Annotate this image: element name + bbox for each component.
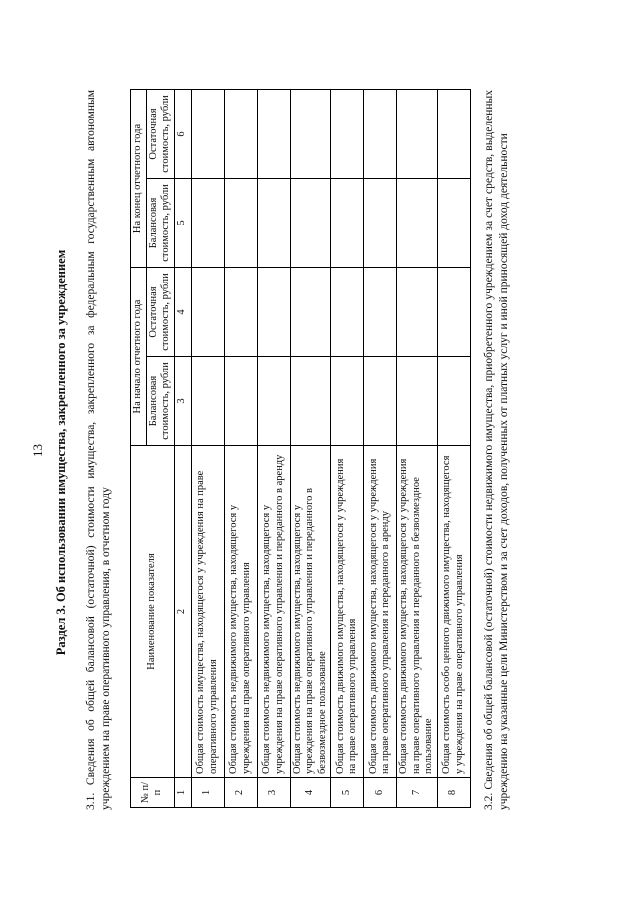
- value-cell: [290, 267, 331, 356]
- indicator-name: Общая стоимость движимого имущества, находящегося у учреждения на праве оперативного управления: [331, 446, 364, 778]
- value-cell: [224, 357, 257, 446]
- value-cell: [397, 178, 438, 267]
- column-index: 2: [174, 446, 191, 778]
- value-cell: [331, 267, 364, 356]
- value-cell: [290, 89, 331, 178]
- table-row: [364, 89, 397, 807]
- table-row: [290, 89, 331, 807]
- table-row: [191, 89, 224, 807]
- value-cell: [224, 178, 257, 267]
- table-row: [257, 89, 290, 807]
- column-index-row: [174, 89, 191, 807]
- indicator-name: Общая стоимость недвижимого имущества, находящегося у учреждения на праве оперативного управления и переданного в безвозмездное пользование: [290, 446, 331, 778]
- value-cell: [364, 357, 397, 446]
- table-header-row: [131, 89, 147, 807]
- column-index: 4: [174, 267, 191, 356]
- indicator-name: Общая стоимость особо ценного движимого имущества, находящегося у учреждения на праве оперативного управления: [437, 446, 470, 778]
- header-name: Наименование показателя: [131, 446, 175, 778]
- row-number: 5: [331, 778, 364, 808]
- header-end-residual: Остаточная стоимость, рубли: [146, 89, 174, 178]
- value-cell: [331, 89, 364, 178]
- value-cell: [191, 89, 224, 178]
- table-row: [331, 89, 364, 807]
- value-cell: [331, 357, 364, 446]
- value-cell: [257, 267, 290, 356]
- value-cell: [290, 178, 331, 267]
- row-number: 6: [364, 778, 397, 808]
- row-number: 8: [437, 778, 470, 808]
- value-cell: [290, 357, 331, 446]
- value-cell: [437, 89, 470, 178]
- column-index: 3: [174, 357, 191, 446]
- page-number: 13: [30, 444, 45, 457]
- value-cell: [257, 178, 290, 267]
- row-number: 2: [224, 778, 257, 808]
- row-number: 7: [397, 778, 438, 808]
- value-cell: [191, 178, 224, 267]
- value-cell: [224, 89, 257, 178]
- header-end-year: На конец отчетного года: [131, 89, 147, 267]
- paragraph-3-2: 3.2. Сведения об общей балансовой (остаточной) стоимости недвижимого имущества, приобретенного учреждением за счет средств, выделенных учреждению на указанные цели Министерством и за счет доходов, полученных от платных услуг и иной приносящей доход деятельности: [483, 90, 510, 810]
- header-end-balance: Балансовая стоимость, рубли: [146, 178, 174, 267]
- value-cell: [397, 357, 438, 446]
- value-cell: [364, 178, 397, 267]
- value-cell: [397, 267, 438, 356]
- value-cell: [437, 178, 470, 267]
- indicator-name: Общая стоимость недвижимого имущества, находящегося у учреждения на праве оперативного управления: [224, 446, 257, 778]
- table-row: [437, 89, 470, 807]
- column-index: 6: [174, 89, 191, 178]
- value-cell: [257, 357, 290, 446]
- section-title: Раздел 3. Об использовании имущества, закрепленного за учреждением: [54, 249, 68, 656]
- value-cell: [437, 267, 470, 356]
- header-start-balance: Балансовая стоимость, рубли: [146, 357, 174, 446]
- property-value-table: [130, 89, 471, 808]
- indicator-name: Общая стоимость недвижимого имущества, находящегося у учреждения на праве оперативного управления и переданного в аренду: [257, 446, 290, 778]
- value-cell: [397, 89, 438, 178]
- indicator-name: Общая стоимость движимого имущества, находящегося у учреждения на праве оперативного управления и переданного в аренду: [364, 446, 397, 778]
- value-cell: [191, 267, 224, 356]
- value-cell: [364, 89, 397, 178]
- value-cell: [191, 357, 224, 446]
- indicator-name: Общая стоимость движимого имущества, находящегося у учреждения на праве оперативного управления и переданного в безвозмездное пользование: [397, 446, 438, 778]
- value-cell: [331, 178, 364, 267]
- row-number: 3: [257, 778, 290, 808]
- value-cell: [364, 267, 397, 356]
- row-number: 4: [290, 778, 331, 808]
- header-num: № п/п: [131, 778, 175, 808]
- value-cell: [437, 357, 470, 446]
- table-row: [397, 89, 438, 807]
- paragraph-3-1: 3.1. Сведения об общей балансовой (остаточной) стоимости имущества, закрепленного за федеральным государственным автономным учреждением на праве оперативного управления, в отчетном году: [85, 90, 112, 810]
- header-start-year: На начало отчетного года: [131, 267, 147, 445]
- column-index: 1: [174, 778, 191, 808]
- table-row: [224, 89, 257, 807]
- header-start-residual: Остаточная стоимость, рубли: [146, 267, 174, 356]
- column-index: 5: [174, 178, 191, 267]
- value-cell: [224, 267, 257, 356]
- indicator-name: Общая стоимость имущества, находящегося у учреждения на праве оперативного управления: [191, 446, 224, 778]
- value-cell: [257, 89, 290, 178]
- row-number: 1: [191, 778, 224, 808]
